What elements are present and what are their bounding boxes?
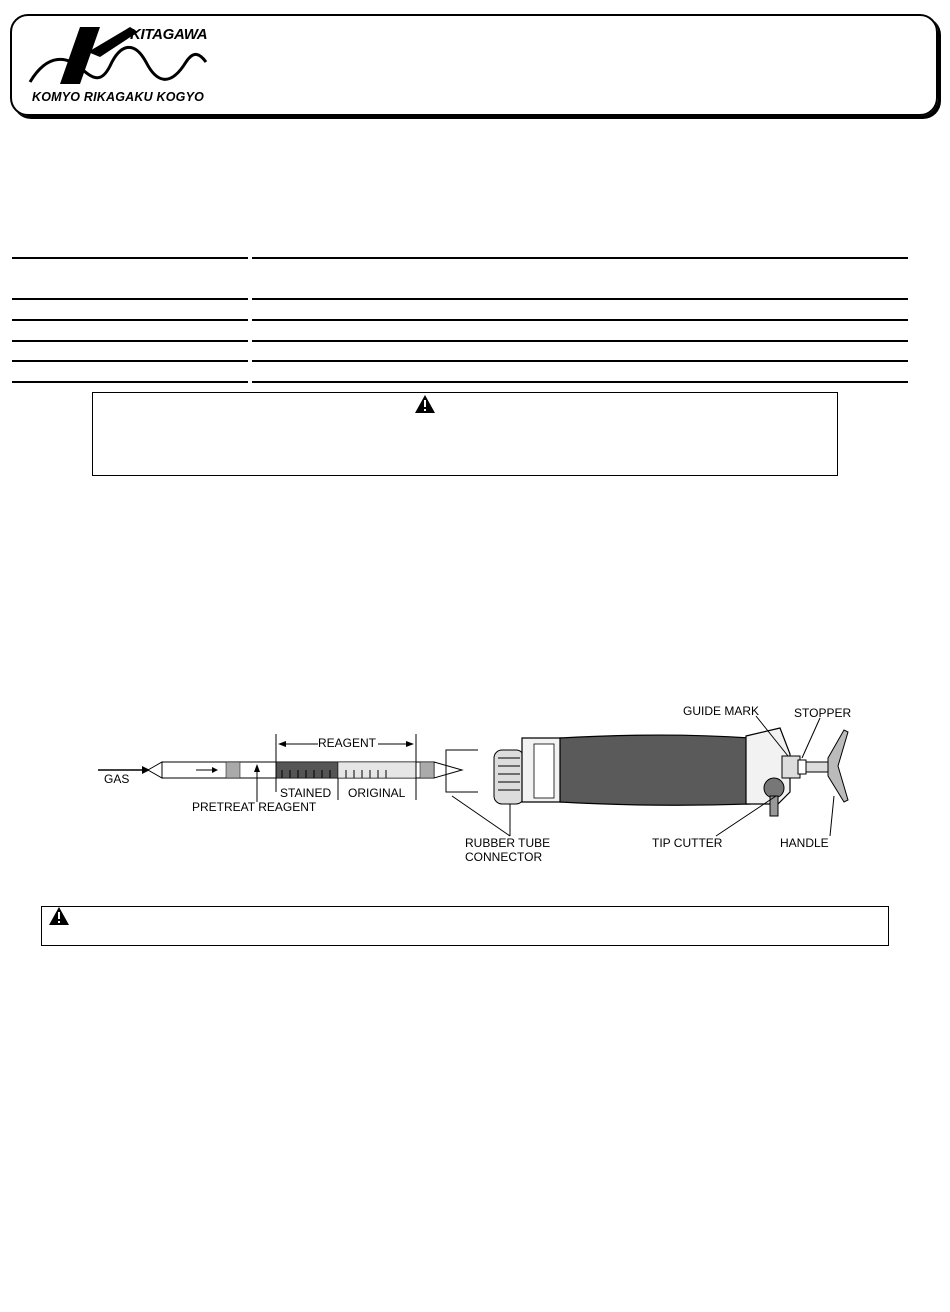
warning-box	[92, 392, 838, 476]
warning-triangle-icon	[48, 906, 70, 926]
reagent-label: REAGENT	[318, 736, 377, 750]
stopper-label: STOPPER	[794, 706, 852, 720]
spec-rule	[252, 257, 908, 259]
tip-cutter-label: TIP CUTTER	[652, 836, 723, 850]
pretreat-reagent-label: PRETREAT REAGENT	[192, 800, 317, 814]
caution-box	[41, 906, 889, 946]
gas-label: GAS	[104, 772, 130, 786]
spec-rule	[12, 319, 248, 321]
rubber-tube-label: RUBBER TUBE	[465, 836, 551, 850]
guide-mark-label: GUIDE MARK	[683, 704, 760, 718]
spec-rule	[12, 340, 248, 342]
spec-rule	[252, 298, 908, 300]
original-label: ORIGINAL	[348, 786, 406, 800]
spec-rule	[12, 360, 248, 362]
handle-label: HANDLE	[780, 836, 829, 850]
spec-rule	[252, 381, 908, 383]
warning-triangle-icon	[414, 394, 436, 414]
spec-rule	[12, 298, 248, 300]
spec-rule	[252, 360, 908, 362]
connector-label: CONNECTOR	[465, 850, 543, 864]
spec-rule	[12, 381, 248, 383]
brand-name: KITAGAWA	[130, 26, 208, 43]
stained-label: STAINED	[280, 786, 332, 800]
company-name: KOMYO RIKAGAKU KOGYO	[32, 90, 205, 104]
spec-rule	[252, 319, 908, 321]
spec-rule	[12, 257, 248, 259]
spec-rule	[252, 340, 908, 342]
